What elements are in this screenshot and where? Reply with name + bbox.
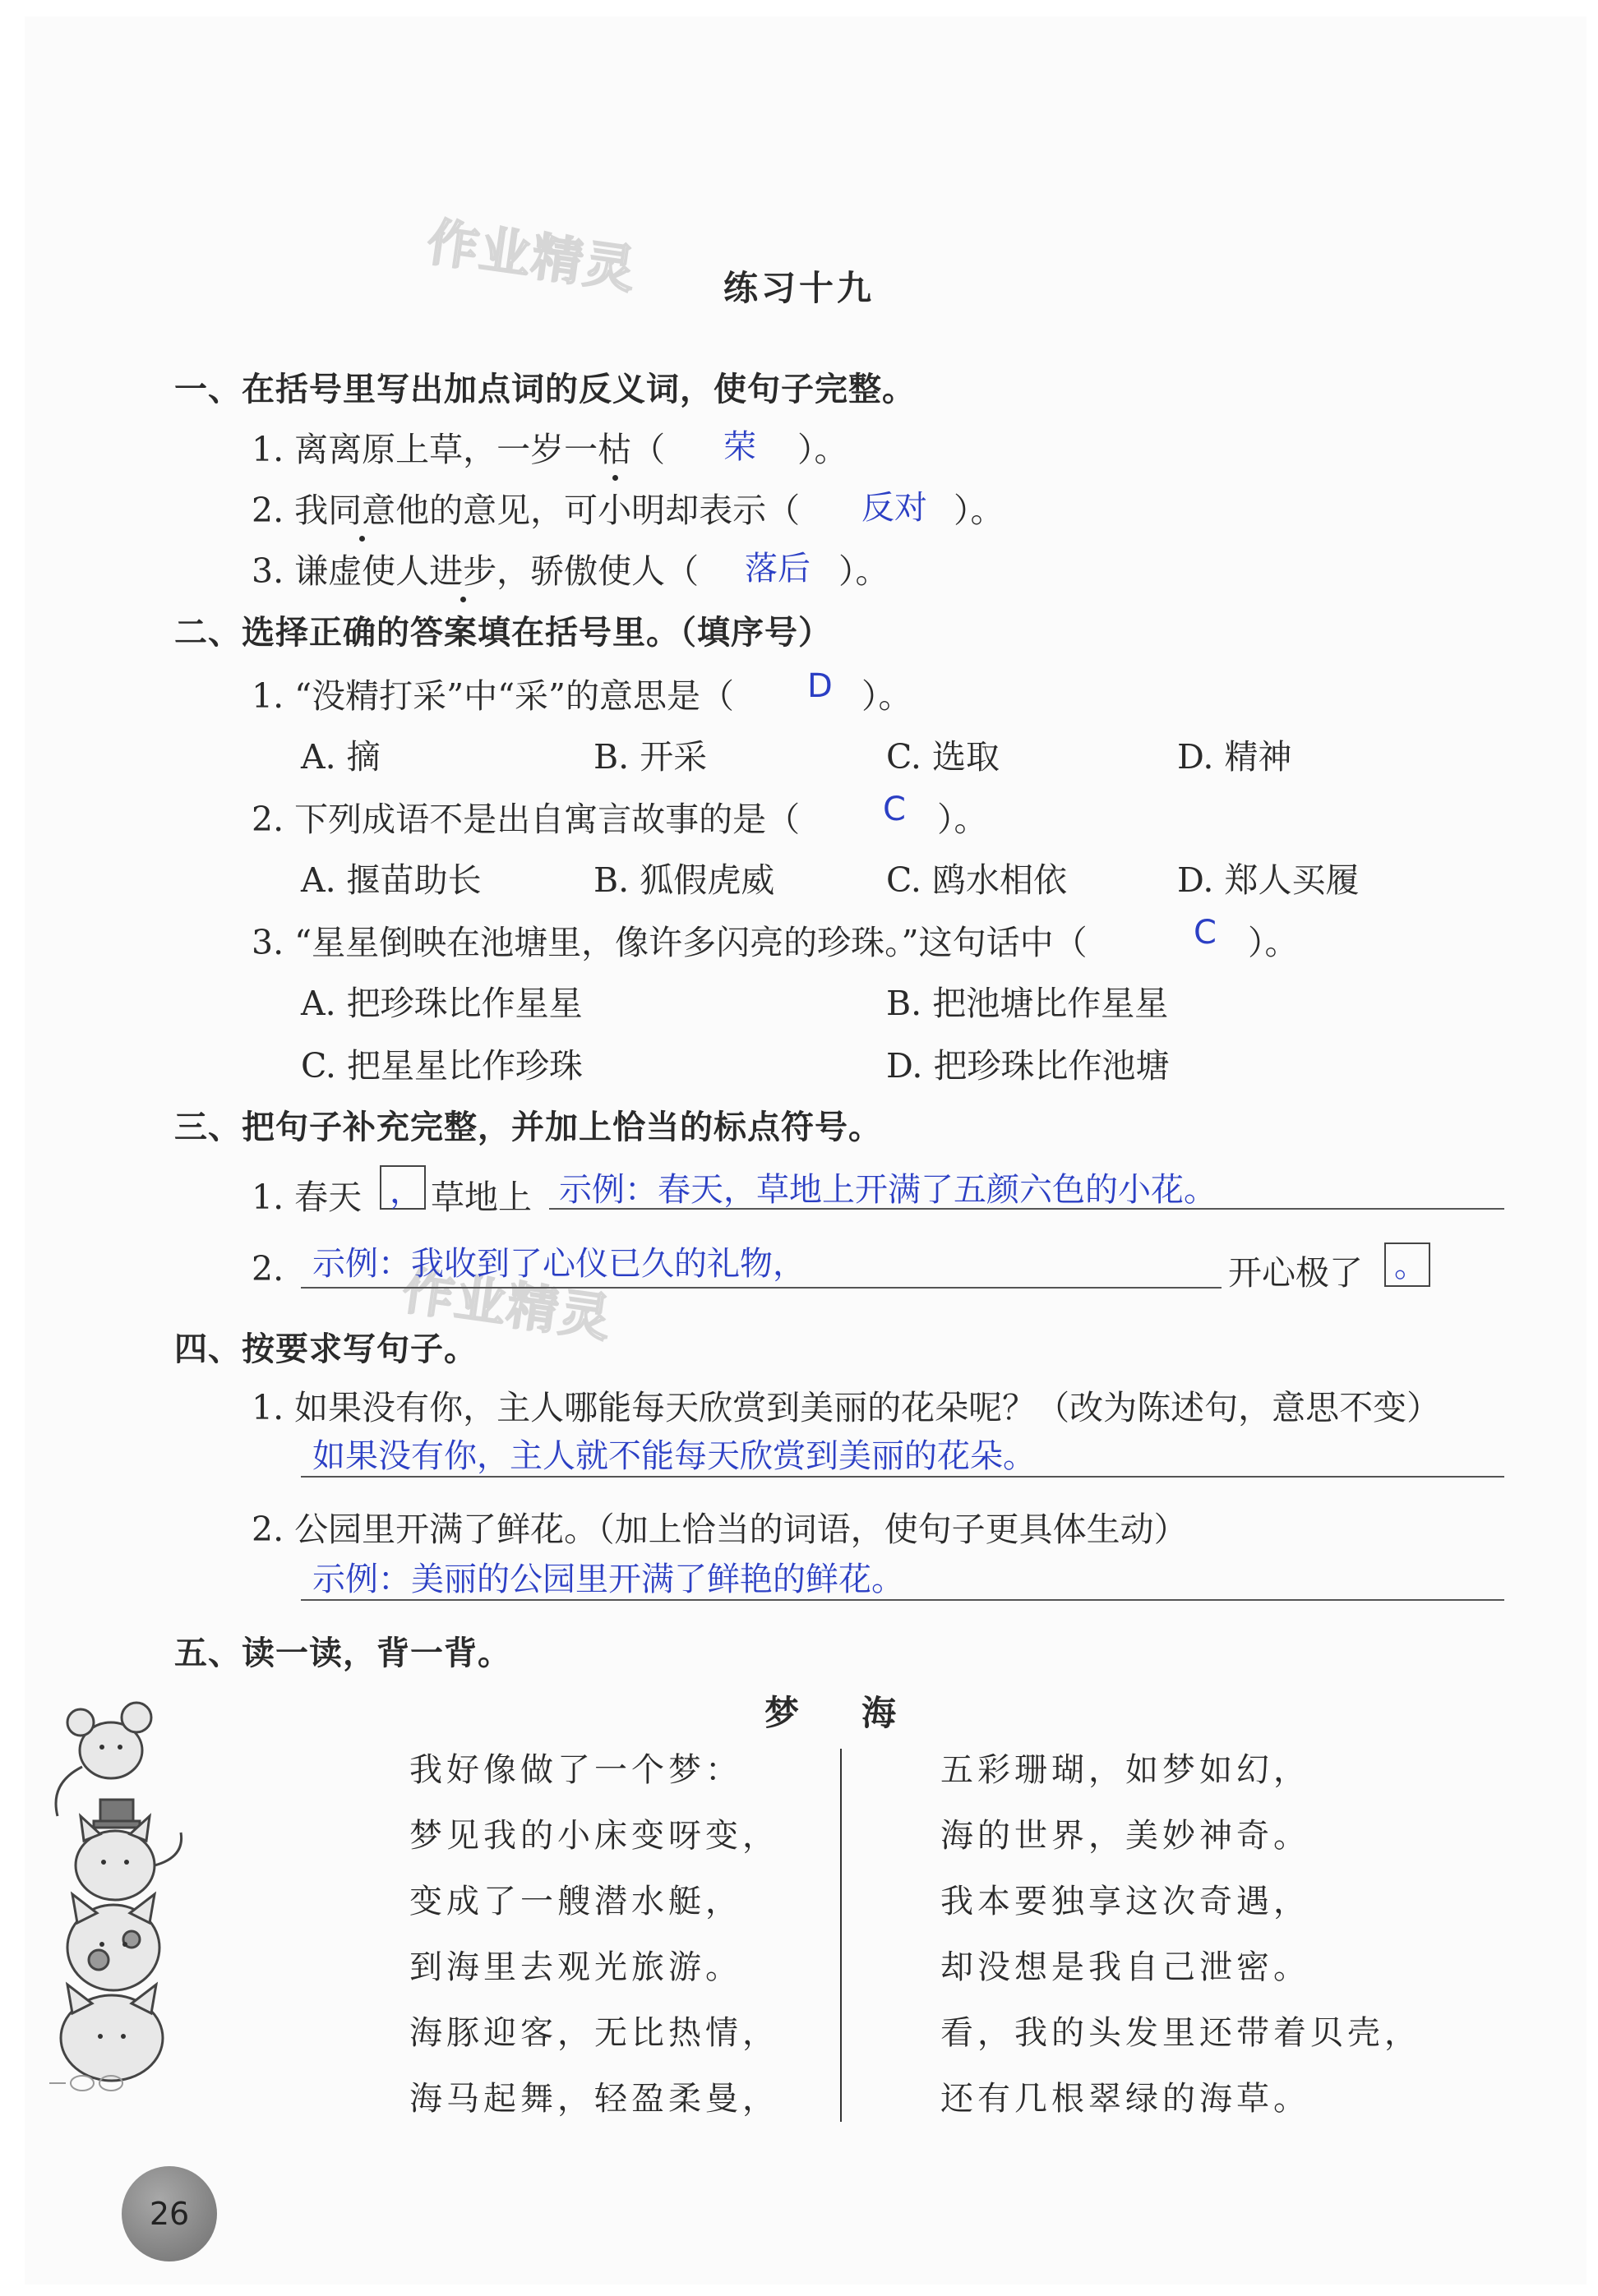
s1-q2-pre: 我	[294, 491, 329, 530]
answer-line-s3-q2[interactable]	[301, 1287, 1222, 1289]
s1-q3-pre: 谦虚使人	[294, 551, 430, 591]
s3-q2-post: 开心极了	[1228, 1253, 1363, 1293]
poem-line: 我好像做了一个梦：	[409, 1751, 742, 1789]
s4-q2-num: 2.	[252, 1510, 284, 1549]
s2-q3	[252, 915, 1088, 964]
poem-line: 海豚迎客，无比热情，	[409, 2014, 779, 2052]
s2-q2-option-c: C. 鸥水相依	[886, 860, 1067, 900]
poem-line: 还有几根翠绿的海草。	[940, 2080, 1310, 2118]
punctuation-answer-2: 。	[1394, 1247, 1427, 1284]
poem-left-column	[409, 1737, 779, 2132]
poem-line: 我本要独享这次奇遇，	[940, 1883, 1310, 1920]
s2-q1-option-c: C. 选取	[886, 737, 1000, 777]
s2-q2-option-b: B. 狐假虎威	[593, 860, 775, 900]
s4-q1-answer: 如果没有你，主人就不能每天欣赏到美丽的花朵。	[312, 1437, 1036, 1475]
answer-line-s4-q1[interactable]	[301, 1476, 1504, 1478]
poem-line: 变成了一艘潜水艇，	[409, 1883, 742, 1920]
s1-q2-post: 他的意见，可小明却表示（	[395, 491, 801, 530]
s4-q1-text: 如果没有你，主人哪能每天欣赏到美丽的花朵呢？（改为陈述句，意思不变）	[294, 1388, 1441, 1427]
s1-q3-answer: 落后	[745, 550, 811, 588]
dotted-word: 进步	[429, 544, 496, 592]
s3-q1-post: 草地上	[431, 1178, 532, 1217]
dotted-word: 同意	[328, 483, 395, 532]
s1-q2-close: ）。	[954, 491, 1005, 530]
s2-q3-answer: C	[1194, 914, 1217, 952]
s3-q2-answer: 示例：我收到了心仪已久的礼物，	[312, 1245, 806, 1283]
section-3-heading: 三、把句子补充完整，并加上恰当的标点符号。	[174, 1109, 882, 1146]
s2-q1-option-b: B. 开采	[593, 737, 708, 777]
s1-q2-answer: 反对	[861, 489, 927, 527]
watermark-middle: 作业精灵	[399, 1260, 617, 1349]
poem-line: 到海里去观光旅游。	[409, 1948, 742, 1986]
section-4-heading: 四、按要求写句子。	[174, 1330, 478, 1368]
s4-q1-num: 1.	[252, 1388, 284, 1427]
poem-line: 五彩珊瑚，如梦如幻，	[940, 1751, 1310, 1789]
paren-open: （	[631, 430, 666, 469]
section-2-heading: 二、选择正确的答案填在括号里。（填序号）	[174, 614, 832, 652]
s1-q1-close: ）。	[797, 430, 848, 469]
poem-line: 看，我的头发里还带着贝壳，	[940, 2014, 1421, 2052]
s2-q1-option-a: A. 摘	[301, 737, 381, 777]
poem-line: 海马起舞，轻盈柔曼，	[409, 2080, 779, 2118]
punctuation-box-1[interactable]	[380, 1165, 426, 1210]
poem-line: 梦见我的小床变呀变，	[409, 1817, 779, 1855]
s2-q2-option-d: D. 郑人买履	[1177, 860, 1360, 900]
s2-q1-text: “没精打采”中“采”的意思是（	[294, 676, 735, 716]
s2-q3-option-c: C. 把星星比作珍珠	[301, 1046, 583, 1086]
s2-q2	[252, 792, 800, 841]
s3-q1-answer: 示例：春天，草地上开满了五颜六色的小花。	[559, 1171, 1217, 1209]
s1-q1	[252, 422, 665, 471]
page-title: 练习十九	[723, 268, 875, 308]
s3-q1-num: 1.	[252, 1178, 284, 1217]
s3-q2-num: 2.	[252, 1249, 284, 1289]
s4-q1	[252, 1381, 1440, 1429]
s1-q3-post: ，骄傲使人（	[496, 551, 700, 591]
s2-q2-answer: C	[883, 791, 906, 828]
page-number: 26	[122, 2166, 217, 2261]
poem-title: 梦海	[764, 1693, 959, 1733]
s1-q3-close: ）。	[838, 551, 889, 591]
s1-q1-text: 离离原上草，一岁一	[294, 430, 598, 469]
s2-q3-num: 3.	[252, 923, 284, 962]
answer-line-s4-q2[interactable]	[301, 1599, 1504, 1601]
cartoon-animals-illustration	[33, 1693, 197, 2104]
s2-q1-option-d: D. 精神	[1177, 737, 1292, 777]
watermark-top: 作业精灵	[423, 211, 641, 301]
s1-q3-num: 3.	[252, 551, 284, 591]
s2-q2-num: 2.	[252, 800, 284, 839]
s1-q2	[252, 483, 800, 532]
s3-q1-start	[252, 1170, 362, 1219]
poem-line: 却没想是我自己泄密。	[940, 1948, 1310, 1986]
poem-right-column	[940, 1737, 1421, 2132]
s2-q1-close: ）。	[861, 676, 912, 716]
punctuation-box-2[interactable]	[1384, 1243, 1430, 1287]
s1-q1-num: 1.	[252, 430, 284, 469]
s2-q3-close: ）。	[1248, 923, 1299, 962]
s1-q2-num: 2.	[252, 491, 284, 530]
poem-divider	[840, 1749, 842, 2122]
section-5-heading: 五、读一读，背一背。	[174, 1634, 511, 1672]
s2-q3-option-d: D. 把珍珠比作池塘	[886, 1046, 1170, 1086]
s2-q3-text: “星星倒映在池塘里，像许多闪亮的珍珠。”这句话中（	[294, 923, 1088, 962]
s2-q1	[252, 669, 734, 717]
s2-q3-option-a: A. 把珍珠比作星星	[301, 984, 583, 1023]
s3-q1-pre: 春天	[294, 1178, 363, 1217]
s2-q1-num: 1.	[252, 676, 284, 716]
s2-q1-answer: D	[807, 667, 833, 705]
s1-q3	[252, 544, 699, 592]
s1-q1-answer: 荣	[723, 428, 756, 466]
s2-q2-text: 下列成语不是出自寓言故事的是（	[294, 800, 801, 839]
s2-q3-option-b: B. 把池塘比作星星	[886, 984, 1169, 1023]
s4-q2-text: 公园里开满了鲜花。（加上恰当的词语，使句子更具体生动）	[294, 1510, 1188, 1549]
dotted-word: 枯	[598, 422, 631, 471]
s2-q2-option-a: A. 揠苗助长	[301, 860, 482, 900]
s4-q2	[252, 1502, 1188, 1551]
punctuation-answer-1: ，	[390, 1173, 423, 1210]
s2-q2-close: ）。	[937, 800, 988, 839]
section-1-heading: 一、在括号里写出加点词的反义词，使句子完整。	[174, 371, 916, 408]
poem-line: 海的世界，美妙神奇。	[940, 1817, 1310, 1855]
s4-q2-answer: 示例：美丽的公园里开满了鲜艳的鲜花。	[312, 1561, 904, 1598]
